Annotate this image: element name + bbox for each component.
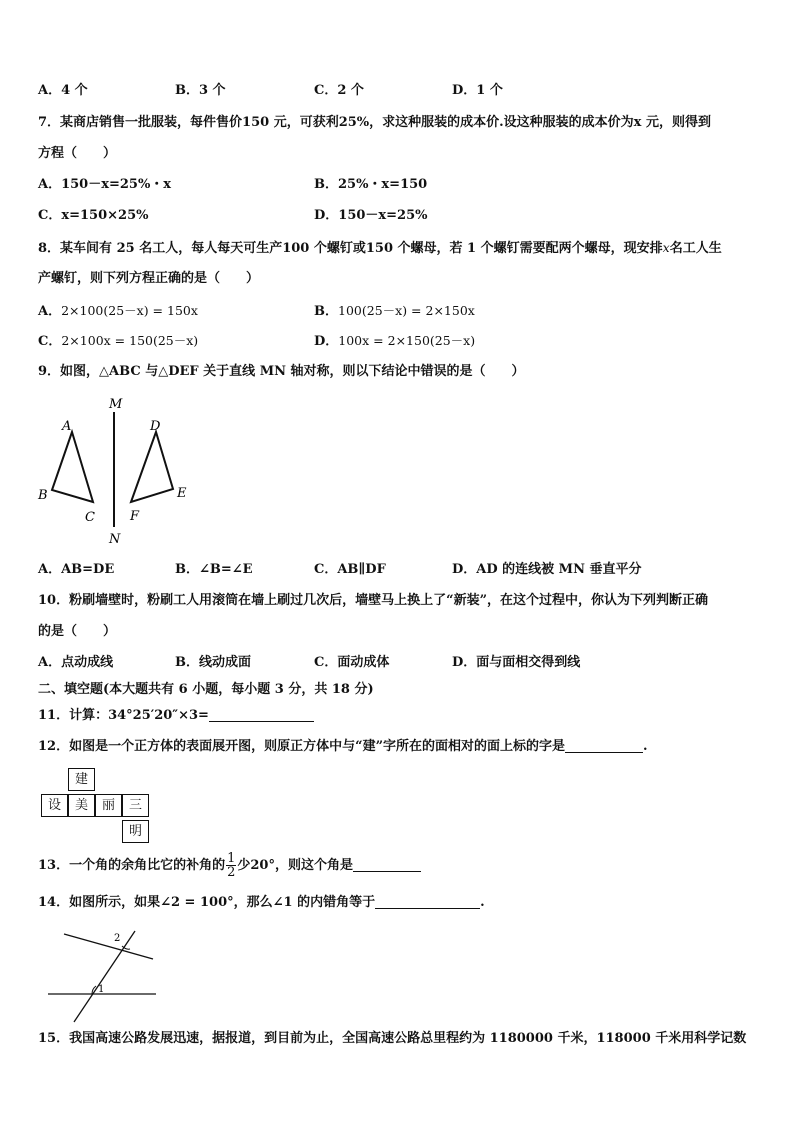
q13-fraction-denominator: 2 <box>227 865 236 880</box>
net-cell-li: 丽 <box>95 794 122 817</box>
q14-stem <box>38 894 485 912</box>
net-cell-mei: 美 <box>68 794 95 817</box>
q14-answer-blank[interactable] <box>375 894 480 909</box>
q6-option-a: A．4 个 <box>38 83 88 98</box>
net-cell-she: 设 <box>41 794 68 817</box>
upper-line <box>64 934 153 959</box>
q8-stem-line1 <box>38 239 722 258</box>
q8-option-c-expr: 2×100x = 150(25－x) <box>61 333 199 348</box>
q8-option-b-label: B． <box>314 304 338 319</box>
q7-option-b: B．25%・x=150 <box>314 177 428 192</box>
q11-answer-blank[interactable] <box>209 707 314 722</box>
q12-text: 12．如图是一个正方体的表面展开图，则原正方体中与“建”字所在的面相对的面上标的字是 <box>38 739 566 754</box>
q7-option-c: C．x=150×25% <box>38 208 149 223</box>
q7-stem-line1: 7．某商店销售一批服装，每件售价150 元，可获利25%，求这种服装的成本价.设这种服装的成本价为x 元，则得到 <box>38 115 711 130</box>
q8-option-c-label: C． <box>38 334 62 349</box>
q15-stem-line1: 15．我国高速公路发展迅速，据报道，到目前为止，全国高速公路总里程约为 1180000 千米，118000 千米用科学记数 <box>38 1031 747 1046</box>
label-e: E <box>177 486 187 501</box>
q9-option-a: A．AB=DE <box>38 562 115 577</box>
label-f: F <box>130 509 140 524</box>
triangle-abc <box>52 432 93 502</box>
net-cell-san: 三 <box>122 794 149 817</box>
q13-stem <box>38 852 421 880</box>
q13-fraction-numerator: 1 <box>227 851 236 866</box>
q7-stem-line2: 方程（ ） <box>38 146 117 161</box>
q8-stem-part1: 8．某车间有 25 名工人，每人每天可生产100 个螺钉或150 个螺母，若 1 个螺钉需要配两个螺母，现安排 <box>38 241 663 256</box>
q8-option-d-expr: 100x = 2×150(25－x) <box>338 333 476 348</box>
q8-option-b <box>314 302 475 321</box>
q6-option-b: B．3 个 <box>175 83 226 98</box>
transversal-line <box>74 931 135 1022</box>
q13-text-a: 13．一个角的余角比它的补角的 <box>38 858 226 873</box>
q10-stem-line2: 的是（ ） <box>38 624 117 639</box>
q9-symmetry-figure <box>30 390 200 550</box>
triangle-def <box>131 432 173 502</box>
q6-option-c: C．2 个 <box>314 83 364 98</box>
q8-variable: x <box>662 240 670 255</box>
q8-option-d-label: D． <box>314 334 339 349</box>
q8-option-a <box>38 302 198 321</box>
q7-option-a: A．150－x=25%・x <box>38 177 172 192</box>
q11-text: 11．计算：34°25′20″×3= <box>38 708 209 723</box>
label-a: A <box>62 419 72 434</box>
angle-1-label: 1 <box>98 984 105 995</box>
label-c: C <box>85 510 95 525</box>
q8-option-c <box>38 332 198 351</box>
q10-stem-line1: 10．粉刷墙壁时，粉刷工人用滚筒在墙上刷过几次后，墙壁马上换上了“新装”，在这个过程中，你认为下列判断正确 <box>38 593 709 608</box>
net-cell-jian: 建 <box>68 768 95 791</box>
label-n: N <box>109 532 121 547</box>
q9-option-d: D．AD 的连线被 MN 垂直平分 <box>452 562 642 577</box>
q7-option-d: D．150－x=25% <box>314 208 428 223</box>
q12-answer-blank[interactable] <box>565 738 643 753</box>
q9-option-b: B．∠B=∠E <box>175 562 253 577</box>
q14-end: . <box>480 895 485 910</box>
q14-angle-figure <box>40 922 165 1027</box>
q10-option-c: C．面动成体 <box>314 655 390 670</box>
q8-option-a-expr: 2×100(25－x) = 150x <box>61 303 198 318</box>
q10-option-a: A．点动成线 <box>38 655 114 670</box>
angle-2-label: 2 <box>114 933 121 944</box>
section-fill-in-heading: 二、填空题(本大题共有 6 小题，每小题 3 分，共 18 分) <box>38 682 374 697</box>
q8-option-a-label: A． <box>38 304 62 319</box>
q10-option-d: D．面与面相交得到线 <box>452 655 581 670</box>
q9-option-c: C．AB∥DF <box>314 562 386 577</box>
q8-stem-line2: 产螺钉，则下列方程正确的是（ ） <box>38 271 260 286</box>
q13-fraction <box>226 852 236 879</box>
q10-option-b: B．线动成面 <box>175 655 251 670</box>
q12-end: . <box>643 739 648 754</box>
label-d: D <box>150 419 161 434</box>
net-cell-ming: 明 <box>122 820 149 843</box>
q11-stem <box>38 707 314 725</box>
q13-answer-blank[interactable] <box>353 857 421 872</box>
q14-text: 14．如图所示，如果∠2 = 100°，那么∠1 的内错角等于 <box>38 895 376 910</box>
label-m: M <box>109 397 123 412</box>
q12-stem <box>38 738 648 756</box>
q13-text-b: 少20°，则这个角是 <box>237 858 353 873</box>
q9-stem: 9．如图，△ABC 与△DEF 关于直线 MN 轴对称，则以下结论中错误的是（ ） <box>38 364 525 379</box>
q8-option-d <box>314 332 475 351</box>
q8-option-b-expr: 100(25－x) = 2×150x <box>338 303 475 318</box>
q6-option-d: D．1 个 <box>452 83 503 98</box>
q8-stem-part2: 名工人生 <box>669 241 722 256</box>
label-b: B <box>38 488 48 503</box>
